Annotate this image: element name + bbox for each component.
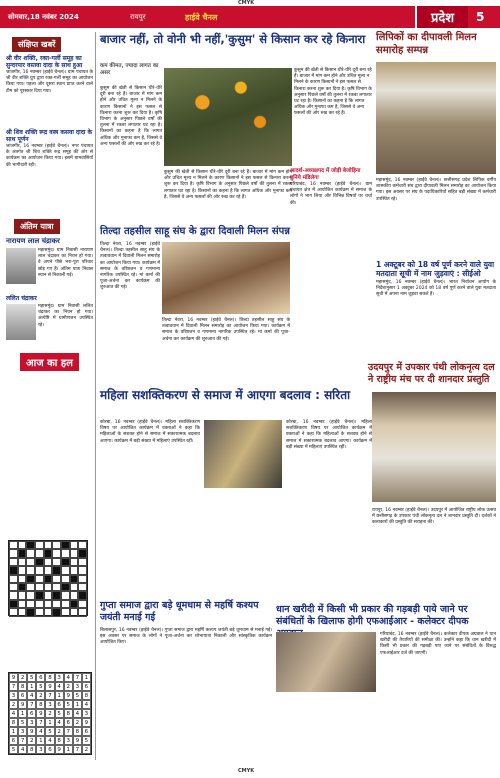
crossword-cell [78,583,87,591]
lead-photo-caption: कुसुम की खेती से किसान धीरे-धीरे दूरी बना रहे हैं। बाजार में मांग कम होने और उचित मूल्य न मिलने के कारण किसानों ने इस फसल से किनारा करना शुरू कर दिया है। कृषि विभाग के अनुसार पिछले वर्षों की तुलना में रकबा लगातार घट रहा है। किसानों का कहना है कि लागत अधिक और मुनाफा कम है, जिससे वे अन्य फसलों की ओर रुख कर रहे हैं। [294,68,372,117]
sudoku-cell: 4 [45,736,54,745]
crossword-cell [26,608,35,616]
sudoku-cell: 6 [82,727,91,736]
sudoku-cell: 1 [73,700,82,709]
crossword-cell [9,541,18,549]
sudoku-cell: 9 [18,700,27,709]
sudoku-cell: 8 [36,700,45,709]
crossword-cell [9,575,18,583]
sudoku-cell: 5 [73,691,82,700]
sudoku-cell: 7 [45,691,54,700]
crossword-cell [9,600,18,608]
sudoku-cell: 9 [73,736,82,745]
right1-headline: लिपिकों का दीपावली मिलन समारोह सम्पन्न [376,32,477,56]
cmyk-mark-bottom: CMYK [238,768,255,774]
sudoku-cell: 2 [82,745,91,754]
sudoku-cell: 3 [36,745,45,754]
crossword-cell [44,549,53,557]
crossword-cell [44,591,53,599]
sudoku-cell: 7 [64,727,73,736]
sudoku-cell: 3 [45,700,54,709]
crossword-cell [70,541,79,549]
crossword-cell [61,583,70,591]
crossword-cell [78,608,87,616]
sudoku-cell: 2 [64,682,73,691]
right3-photo-dancers [372,392,496,502]
sudoku-cell: 8 [55,736,64,745]
sudoku-cell: 2 [55,727,64,736]
sudoku-cell: 3 [73,682,82,691]
crossword-cell [26,575,35,583]
sudoku-cell: 8 [45,673,54,682]
sudoku-cell: 9 [27,727,36,736]
sudoku-cell: 9 [9,673,18,682]
crossword-cell [9,549,18,557]
crossword-cell [35,549,44,557]
sudoku-cell: 1 [36,736,45,745]
section-label: प्रदेश [415,6,468,28]
sudoku-cell: 4 [18,745,27,754]
sudoku-cell: 5 [64,700,73,709]
crossword-cell [44,558,53,566]
crossword-cell [26,541,35,549]
crossword-cell [52,575,61,583]
sudoku-cell: 5 [45,727,54,736]
crossword-cell [61,549,70,557]
sudoku-cell: 6 [9,736,18,745]
crossword-cell [61,600,70,608]
bottom-right-story [276,604,496,758]
mid-story [100,226,290,386]
puzzle-title: आज का हल [20,353,79,371]
sudoku-cell: 3 [55,673,64,682]
side-story [290,168,372,236]
sudoku-cell: 8 [18,682,27,691]
crossword-cell [18,591,27,599]
side-body: गरियाबंद, 16 नवम्बर (हाईवे चैनल)। ग्राम पंचायत क्षेत्र में आयोजित कार्यक्रम में समाज के लोगों ने भाग लिया और विभिन्न विषयों पर चर्चा की। [290,182,372,206]
sudoku-cell: 3 [64,736,73,745]
sudoku-cell: 4 [82,700,91,709]
bottom-left-headline: गुप्ता समाज द्वारा बड़े धूमधाम से महर्षि कश्यप जयंती मनाई गई [100,600,259,623]
sudoku-cell: 2 [18,673,27,682]
right-story3 [270,362,496,604]
crossword-cell [61,608,70,616]
crossword-cell [35,566,44,574]
right2-body: महासमुंद, 16 नवम्बर (हाईवे चैनल)। भारत निर्वाचन आयोग के निर्देशानुसार 1 अक्टूबर 2024 को 18 वर्ष पूर्ण करने वाले युवा मतदाता सूची में अपना नाम जुड़वा सकते हैं। [376,280,496,298]
crossword-cell [70,566,79,574]
lead-photo-safflower [164,68,292,166]
sudoku-cell: 5 [18,718,27,727]
crossword-cell [52,541,61,549]
crossword-cell [78,549,87,557]
brief1-body: जांजगीर, 16 नवम्बर (हाईवे चैनल)। ग्राम पंचायत के श्री वीर शक्ति ग्रुप द्वारा रक्त-गर्ली समूह का आयोजन किया गया। पहला और दूसरा स्थान प्राप्त करने वाले टीम को पुरस्कार दिया गया। [6,70,93,94]
crossword-cell [52,591,61,599]
crossword-cell [18,566,27,574]
crossword-cell [70,549,79,557]
sudoku-cell: 6 [45,745,54,754]
sudoku-cell: 6 [18,691,27,700]
crossword-cell [9,583,18,591]
sudoku-cell: 7 [18,736,27,745]
sudoku-cell: 1 [55,691,64,700]
sudoku-cell: 1 [27,682,36,691]
crossword-cell [18,575,27,583]
crossword-cell [9,591,18,599]
women-body-col2: कोरबा, 16 नवम्बर (हाईवे चैनल)। महिला सशक्तिकरण विषय पर आयोजित कार्यक्रम में वक्ताओं ने कहा कि महिलाओं के सशक्त होने से समाज में सकारात्मक बदलाव आएगा। कार्यक्रम में बड़ी संख्या में महिलाएं उपस्थित रहीं। [286,420,372,450]
bottom-left-story [100,600,272,758]
crossword-cell [35,575,44,583]
obituary-title: अंतिम यात्रा [14,219,60,234]
sudoku-cell: 5 [36,682,45,691]
sudoku-cell: 8 [27,745,36,754]
right3-body: रायपुर, 16 नवम्बर (हाईवे चैनल)। उदयपुर में आयोजित राष्ट्रीय लोक उत्सव में छत्तीसगढ़ के उपकार पंथी लोकनृत्य दल ने शानदार प्रस्तुति दी। दर्शकों ने कलाकारों की प्रस्तुति की सराहना की। [372,508,496,526]
crossword-cell [26,566,35,574]
crossword-cell [35,558,44,566]
sudoku-cell: 3 [27,718,36,727]
brief2-body: जांजगीर, 16 नवम्बर (हाईवे चैनल)। नगर पंचायत के अंतर्गत श्री शिव शक्ति रूद्र समूह की ओर से कार्यक्रम का आयोजन किया गया। इसमें ग्रामवासियों की भागीदारी रही। [6,144,93,168]
crossword-cell [18,583,27,591]
crossword-cell [35,591,44,599]
crossword-cell [9,566,18,574]
sudoku-cell: 4 [9,709,18,718]
sudoku-cell: 7 [73,673,82,682]
crossword-cell [52,583,61,591]
sudoku-cell: 6 [55,700,64,709]
sudoku-cell: 3 [82,709,91,718]
crossword-cell [35,541,44,549]
bottom-right-body: गरियाबंद, 16 नवम्बर (हाईवे चैनल)। कलेक्टर दीपक अग्रवाल ने धान खरीदी की तैयारियों की समीक्षा की। उन्होंने कहा कि धान खरीदी में किसी भी प्रकार की गड़बड़ी पाए जाने पर संबंधितों के विरुद्ध एफआईआर दर्ज की जाएगी। [380,632,496,656]
bottom-left-body: बिलासपुर, 16 नवम्बर (हाईवे चैनल)। गुप्ता समाज द्वारा महर्षि कश्यप जयंती बड़े धूमधाम से मनाई गई। इस अवसर पर समाज के लोगों ने पूजा-अर्चना कर शोभायात्रा निकाली और सांस्कृतिक कार्यक्रम आयोजित किए। [100,628,272,646]
crossword-cell [61,575,70,583]
obituary2-body: महासमुंद। ग्राम निवासी ललित चंद्राकर का निधन हो गया। अंत्येष्टि में ग्रामीणजन उपस्थित रहे। [38,304,93,328]
masthead-date: सोमवार,18 नवंबर 2024 [8,12,79,21]
crossword-cell [26,549,35,557]
crossword-cell [9,558,18,566]
mid-body-col2: तिल्दा नेवरा, 16 नवम्बर (हाईवे चैनल)। तिल्दा तहसील साहू संघ के तत्वावधान में दिवाली मिलन समारोह का आयोजन किया गया। कार्यक्रम में समाज के वरिष्ठजन व गणमान्य नागरिक उपस्थित रहे। मां कर्मा की पूजा-अर्चना कर कार्यक्रम की शुरुआत की गई। [162,318,290,342]
obituary-body: महासमुंद। ग्राम निवासी नारायण लाल चंद्राकर का निधन हो गया। वे अपने पीछे भरा-पूरा परिवार छोड़ गए हैं। अंतिम यात्रा निवास स्थान से निकाली गई। [38,248,93,278]
mid-body: तिल्दा नेवरा, 16 नवम्बर (हाईवे चैनल)। तिल्दा तहसील साहू संघ के तत्वावधान में दिवाली मिलन समारोह का आयोजन किया गया। कार्यक्रम में समाज के वरिष्ठजन व गणमान्य नागरिक उपस्थित रहे। मां कर्मा की पूजा-अर्चना कर कार्यक्रम की शुरुआत की गई। [100,242,160,291]
sudoku-cell: 5 [55,709,64,718]
crossword-cell [78,591,87,599]
masthead-bar [0,6,500,28]
sudoku-cell: 9 [64,691,73,700]
crossword-cell [70,600,79,608]
sudoku-cell: 4 [55,718,64,727]
sudoku-cell: 2 [36,691,45,700]
crossword-cell [44,575,53,583]
crossword-cell [18,608,27,616]
crossword-cell [70,608,79,616]
crossword-cell [70,558,79,566]
sudoku-cell: 7 [27,700,36,709]
obituary-name: नारायण लाल चंद्राकर [6,237,60,245]
sudoku-cell: 1 [82,673,91,682]
sudoku-cell: 7 [36,718,45,727]
crossword-cell [26,558,35,566]
obituary-photo [6,248,36,284]
sudoku-cell: 3 [9,691,18,700]
sudoku-cell: 8 [9,718,18,727]
crossword-cell [18,558,27,566]
masthead-city: रायपुर [130,12,146,21]
obituary2-name: ललित चंद्राकर [6,295,37,302]
crossword-cell [26,583,35,591]
crossword-cell [18,541,27,549]
crossword-cell [78,566,87,574]
sudoku-cell: 4 [73,709,82,718]
lead-subhead: कम कीमत, ज्यादा लागत का असर [100,63,159,76]
page-number: 5 [476,10,485,24]
sudoku-solution-grid [8,672,92,755]
mid-headline: तिल्दा तहसील साहू संघ के द्वारा दिवाली मिलन संपन्न [100,226,290,237]
crossword-cell [52,558,61,566]
sudoku-cell: 2 [73,718,82,727]
sudoku-cell: 6 [36,673,45,682]
crossword-cell [35,583,44,591]
bottom-right-headline: धान खरीदी में किसी भी प्रकार की गड़बड़ी पाये जाने पर संबंधितों के खिलाफ होगी एफआईआर - कलेक्टर दीपक [276,604,469,627]
crossword-cell [70,591,79,599]
lead-body-col1: कुसुम की खेती से किसान धीरे-धीरे दूरी बना रहे हैं। बाजार में मांग कम होने और उचित मूल्य न मिलने के कारण किसानों ने इस फसल से किनारा करना शुरू कर दिया है। कृषि विभाग के अनुसार पिछले वर्षों की तुलना में रकबा लगातार घट रहा है। किसानों का कहना है कि लागत अधिक और मुनाफा कम है, जिससे वे अन्य फसलों की ओर रुख कर रहे हैं। [100,86,162,147]
sudoku-cell: 9 [36,709,45,718]
crossword-cell [78,558,87,566]
side-headline: आदर्श-अध्यक्षपद में जोड़ी बेजोड़िना पुनिये मंडिलेगा [290,168,361,181]
right2-headline: 1 अक्टूबर को 18 वर्ष पूर्ण करने वाले युवा मतदाता सूची में नाम जुड़वाएं : सीईओ [376,260,495,278]
sudoku-cell: 6 [82,682,91,691]
sudoku-cell: 2 [9,700,18,709]
sudoku-cell: 6 [27,709,36,718]
crossword-grid [8,540,88,616]
crossword-cell [44,583,53,591]
crossword-cell [26,591,35,599]
sudoku-cell: 8 [73,727,82,736]
sudoku-cell: 4 [55,682,64,691]
sudoku-cell: 5 [82,736,91,745]
crossword-cell [52,549,61,557]
women-body: कोरबा, 16 नवम्बर (हाईवे चैनल)। महिला सशक्तिकरण विषय पर आयोजित कार्यक्रम में वक्ताओं ने कहा कि महिलाओं के सशक्त होने से समाज में सकारात्मक बदलाव आएगा। कार्यक्रम में बड़ी संख्या में महिलाएं उपस्थित रहीं। [100,420,200,444]
sudoku-cell: 9 [55,745,64,754]
sudoku-cell: 2 [45,709,54,718]
crossword-cell [78,541,87,549]
crossword-cell [52,608,61,616]
sudoku-cell: 2 [27,736,36,745]
sudoku-cell: 1 [18,709,27,718]
crossword-cell [61,566,70,574]
crossword-cell [52,566,61,574]
bottom-right-photo-meeting [276,632,376,692]
sudoku-cell: 4 [64,673,73,682]
crossword-cell [44,541,53,549]
crossword-cell [78,575,87,583]
sudoku-cell: 4 [36,727,45,736]
sudoku-cell: 1 [45,718,54,727]
crossword-cell [35,608,44,616]
lead-body-col2: कुसुम की खेती से किसान धीरे-धीरे दूरी बना रहे हैं। बाजार में मांग कम होने और उचित मूल्य न मिलने के कारण किसानों ने इस फसल से किनारा करना शुरू कर दिया है। कृषि विभाग के अनुसार पिछले वर्षों की तुलना में रकबा लगातार घट रहा है। किसानों का कहना है कि लागत अधिक और मुनाफा कम है, जिससे वे अन्य फसलों की ओर रुख कर रहे हैं। [164,170,292,200]
right3-headline: उदयपुर में उपकार पंथी लोकनृत्य दल ने राष्ट्रीय मंच पर दी शानदार प्रस्तुति [368,362,495,385]
sudoku-cell: 1 [64,745,73,754]
crossword-cell [35,600,44,608]
sudoku-cell: 8 [82,691,91,700]
crossword-cell [61,591,70,599]
crossword-cell [70,583,79,591]
sudoku-cell: 9 [45,682,54,691]
crossword-cell [26,600,35,608]
sudoku-cell: 5 [9,745,18,754]
sudoku-cell: 8 [64,709,73,718]
sudoku-cell: 9 [82,718,91,727]
crossword-cell [44,600,53,608]
sudoku-cell: 5 [27,673,36,682]
crossword-cell [78,600,87,608]
crossword-cell [44,566,53,574]
sudoku-cell: 4 [27,691,36,700]
sudoku-cell: 7 [73,745,82,754]
crossword-cell [61,558,70,566]
brief2-head: श्री शिव शक्ति रूद्र वस्त्र कसवा दादा के साथ पूर्णन [6,129,93,143]
mid-photo-gathering [162,242,290,314]
sudoku-cell: 6 [64,718,73,727]
crossword-cell [70,575,79,583]
right-story2 [376,260,496,360]
right1-photo-group [376,62,496,174]
obituary2-photo [6,304,36,340]
brief-title: संक्षिप्त खबरें [12,37,61,52]
right1-body: महासमुंद, 16 नवम्बर (हाईवे चैनल)। छत्तीसगढ़ प्रदेश लिपिक वर्गीय शासकीय कर्मचारी संघ द्वारा दीपावली मिलन समारोह का आयोजन किया गया। इस अवसर पर संघ के पदाधिकारियों सहित बड़ी संख्या में कर्मचारी उपस्थित रहे। [376,178,496,202]
crossword-cell [18,600,27,608]
right-story1 [376,32,496,284]
lead-headline: बाजार नहीं, तो वोनी भी नहीं,'कुसुम' से किसान कर रहे किनारा [100,32,366,46]
cmyk-mark-top: CMYK [238,0,255,6]
brief1-head: श्री वीर शक्ति, रक्त-गर्ली समूह का सुन्दरपार वस्तवा दादा के साथ हुआ [6,55,83,69]
sudoku-cell: 7 [9,682,18,691]
women-headline: महिला सशक्तिकरण से समाज में आएगा बदलाव : सरिता [100,388,351,402]
sudoku-cell: 1 [9,727,18,736]
masthead-channel: हाईवे चैनल [185,12,218,22]
crossword-cell [44,608,53,616]
crossword-cell [18,549,27,557]
sudoku-cell: 3 [18,727,27,736]
crossword-cell [61,541,70,549]
crossword-cell [9,608,18,616]
crossword-cell [52,600,61,608]
left-column [4,32,96,760]
